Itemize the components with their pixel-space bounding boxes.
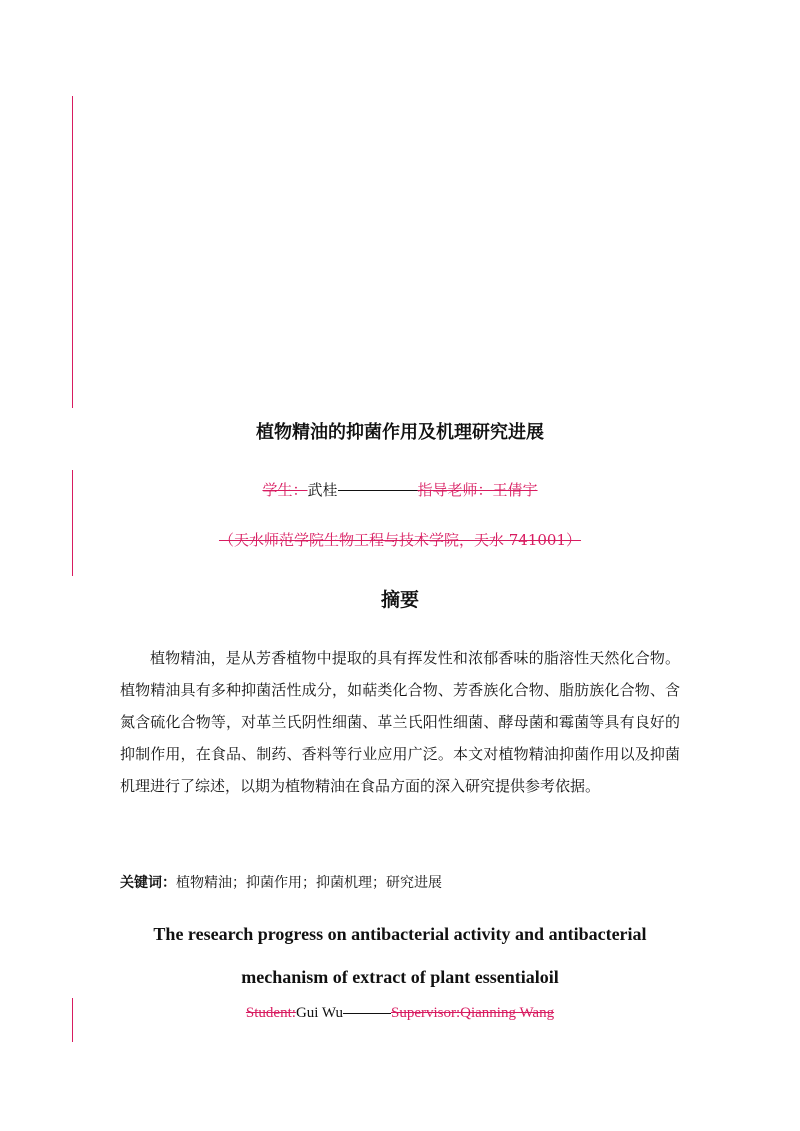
paper-title: 植物精油的抑菌作用及机理研究进展 [256,422,544,443]
underline-gap [343,1013,391,1014]
english-title-line-2: mechanism of extract of plant essentialoil [241,967,559,987]
english-title-line-1: The research progress on antibacterial activity and antibacterial [153,924,647,944]
underline-gap [338,490,418,491]
supervisor-name: 王倩宇 [492,481,538,499]
student-label: 学生： [262,481,308,499]
supervisor-label: 指导老师： [417,481,493,499]
keywords-label: 关键词： [120,875,176,891]
student-name: 武桂 [307,481,338,499]
affiliation [0,529,800,550]
keywords-text: 植物精油；抑菌作用；抑菌机理；研究进展 [176,875,442,891]
english-student-label: Student: [245,1005,296,1021]
english-title [0,913,800,999]
abstract-body: 植物精油，是从芳香植物中提取的具有挥发性和浓郁香味的脂溶性天然化合物。植物精油具有多种抑菌活性成分，如萜类化合物、芳香族化合物、脂肪族化合物、含氮含硫化合物等，对革兰氏阴性细菌、革兰氏阳性细菌、酵母菌和霉菌等具有良好的抑制作用，在食品、制药、香料等行业应用广泛。本文对植物精油抑菌作用以及抑菌机理进行了综述，以期为植物精油在食品方面的深入研究提供参考依据。 [120,649,680,795]
author-line [0,479,800,500]
affiliation-text: （天水师范学院生物工程与技术学院，天水 741001） [218,531,582,549]
english-author-line [0,1005,800,1022]
revision-bar [72,96,73,408]
abstract-heading: 摘要 [380,589,419,611]
keywords-line [120,872,442,892]
english-student-name: Gui Wu [295,1005,343,1021]
english-supervisor: Supervisor:Qianning Wang [390,1005,555,1021]
